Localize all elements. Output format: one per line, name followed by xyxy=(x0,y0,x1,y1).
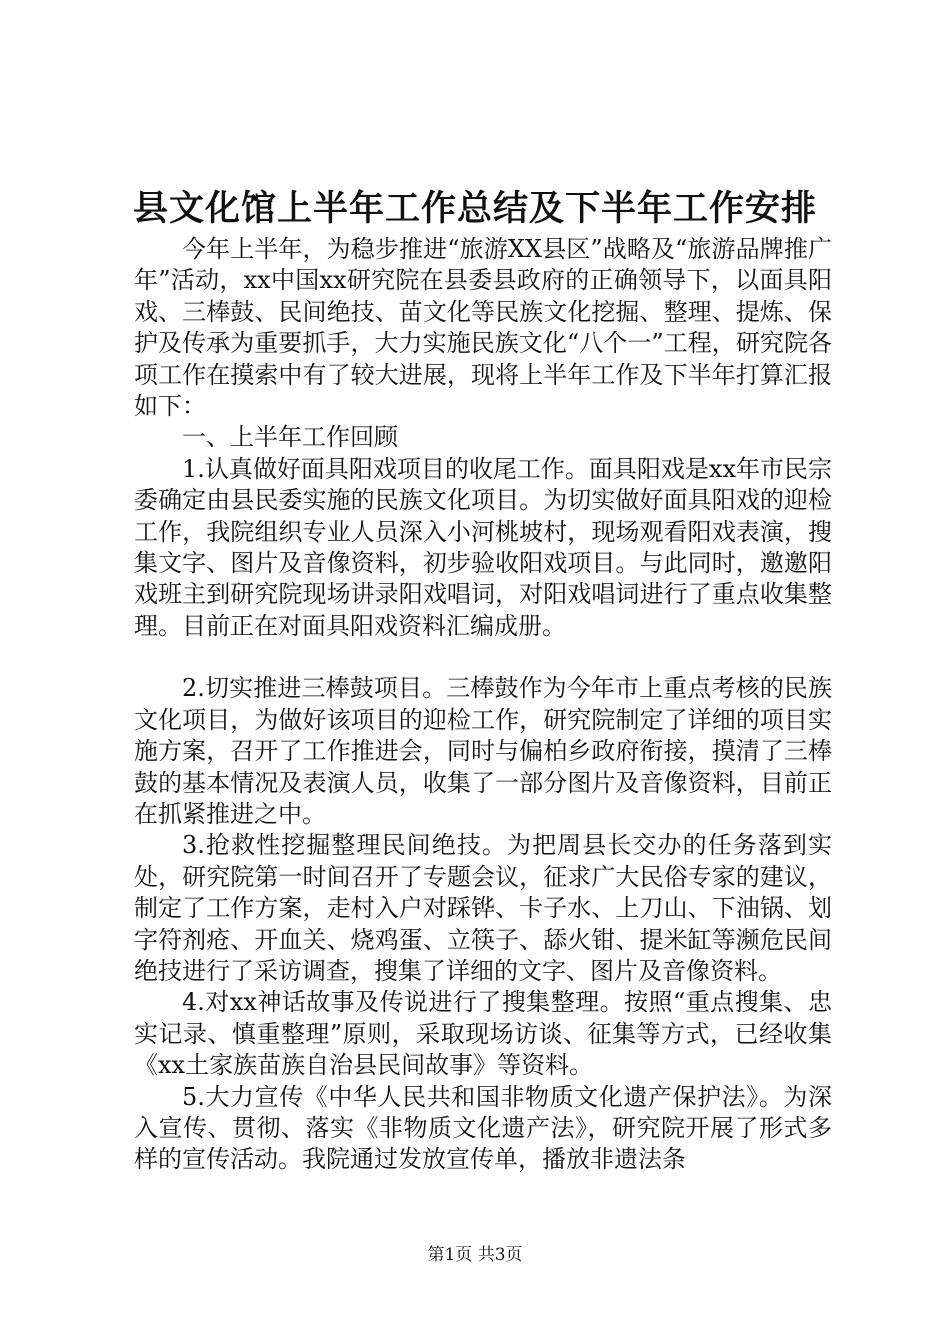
section-heading-review: 一、上半年工作回顾 xyxy=(182,423,398,452)
document-title: 县文化馆上半年工作总结及下半年工作安排 xyxy=(132,188,817,229)
paragraph-item-4: 4.对xx神话故事及传说进行了搜集整理。按照“重点搜集、忠实记录、慎重整理”原则，采取现场访谈、征集等方式，已经收集《xx土家族苗族自治县民间故事》等资料。 xyxy=(134,988,832,1080)
paragraph-item-3: 3.抢救性挖掘整理民间绝技。为把周县长交办的任务落到实处，研究院第一时间召开了专题会议，征求广大民俗专家的建议，制定了工作方案，走村入户对踩铧、卡子水、上刀山、下油锅、划字符剂疮、开血关、烧鸡蛋、立筷子、舔火钳、提米缸等濒危民间绝技进行了采访调查，搜集了详细的文字、图片及音像资料。 xyxy=(134,831,832,985)
page-footer: 第1页 共3页 xyxy=(427,1245,523,1265)
document-body xyxy=(134,234,832,1176)
paragraph-item-1: 1.认真做好面具阳戏项目的收尾工作。面具阳戏是xx年市民宗委确定由县民委实施的民族文化项目。为切实做好面具阳戏的迎检工作，我院组织专业人员深入小河桃坡村，现场观看阳戏表演，搜集文字、图片及音像资料，初步验收阳戏项目。与此同时，邀邀阳戏班主到研究院现场讲录阳戏唱词，对阳戏唱词进行了重点收集整理。目前正在对面具阳戏资料汇编成册。 xyxy=(134,454,832,640)
paragraph-item-5: 5.大力宣传《中华人民共和国非物质文化遗产保护法》。为深入宣传、贯彻、落实《非物质文化遗产法》，研究院开展了形式多样的宣传活动。我院通过发放宣传单，播放非遗法条 xyxy=(134,1082,832,1174)
paragraph-intro: 今年上半年，为稳步推进“旅游XX县区”战略及“旅游品牌推广年”活动，xx中国xx研究院在县委县政府的正确领导下，以面具阳戏、三棒鼓、民间绝技、苗文化等民族文化挖掘、整理、提炼、保护及传承为重要抓手，大力实施民族文化“八个一”工程，研究院各项工作在摸索中有了较大进展，现将上半年工作及下半年打算汇报如下： xyxy=(134,235,832,421)
paragraph-item-2: 2.切实推进三棒鼓项目。三棒鼓作为今年市上重点考核的民族文化项目，为做好该项目的迎检工作，研究院制定了详细的项目实施方案，召开了工作推进会，同时与偏柏乡政府衔接，摸清了三棒鼓的基本情况及表演人员，收集了一部分图片及音像资料，目前正在抓紧推进之中。 xyxy=(134,674,832,828)
